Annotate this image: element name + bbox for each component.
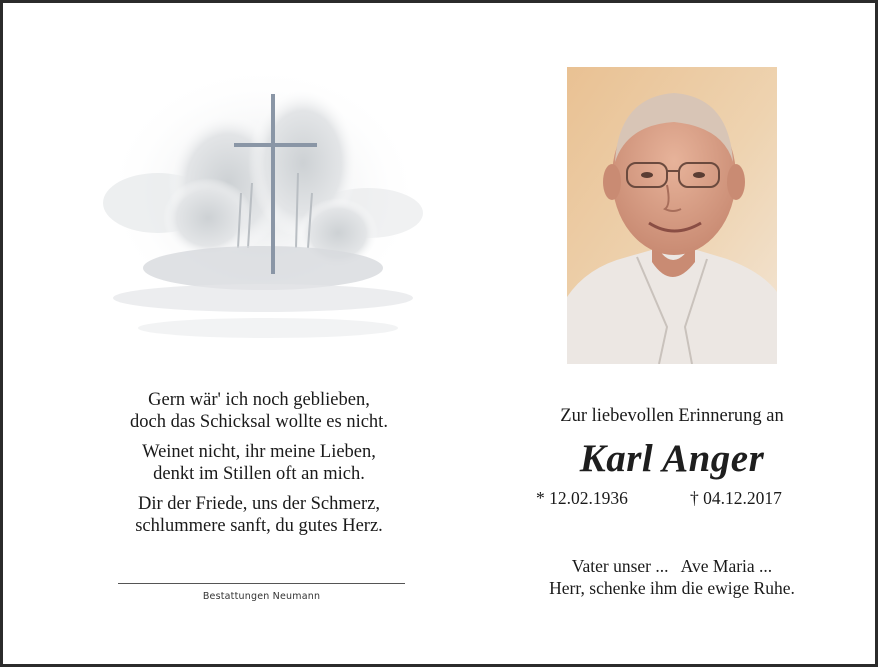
poem-stanza <box>73 441 445 485</box>
poem-line: Gern wär' ich noch geblieben, <box>148 390 370 410</box>
prayer-line: Herr, schenke ihm die ewige Ruhe. <box>549 578 795 598</box>
poem-stanza <box>73 493 445 537</box>
memorial-intro: Zur liebevollen Erinnerung an <box>560 406 784 426</box>
divider-line <box>118 583 405 584</box>
funeral-home-name: Bestattungen Neumann <box>202 591 321 602</box>
left-panel <box>3 3 442 664</box>
poem-line: Weinet nicht, ihr meine Lieben, <box>142 442 376 462</box>
prayer-text <box>502 555 842 599</box>
poem-stanza <box>73 389 445 433</box>
prayer-line: Vater unser ... Ave Maria ... <box>571 556 773 576</box>
poem-line: denkt im Stillen oft an mich. <box>153 464 365 484</box>
birth-date: * 12.02.1936 <box>536 488 628 508</box>
cross-landscape-image <box>98 43 428 363</box>
deceased-name: Karl Anger <box>579 437 765 480</box>
death-date: † 04.12.2017 <box>690 488 782 508</box>
right-panel <box>442 3 875 664</box>
portrait-photo <box>567 67 777 364</box>
poem-line: Dir der Friede, uns der Schmerz, <box>138 494 380 514</box>
poem-line: doch das Schicksal wollte es nicht. <box>130 412 388 432</box>
poem <box>73 389 445 545</box>
poem-line: schlummere sanft, du gutes Herz. <box>135 516 383 536</box>
